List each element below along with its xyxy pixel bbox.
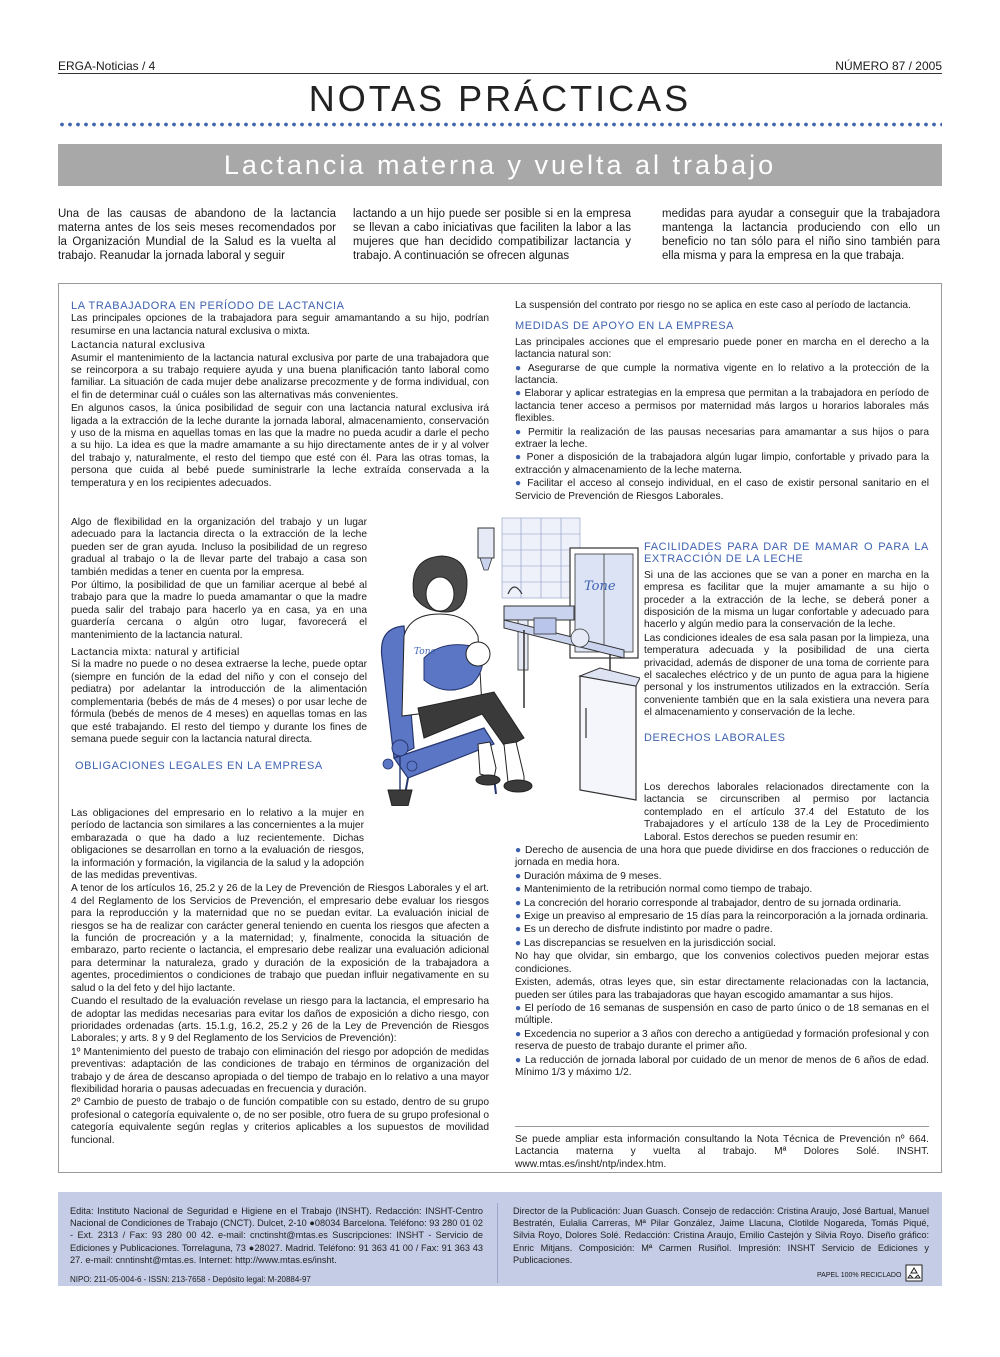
paragraph: Las principales opciones de la trabajadora para seguir amamantando a su hijo, podrían resumirse en una lactancia natural exclusiva o mixta. — [71, 313, 489, 337]
bullet-icon: ● — [515, 362, 524, 374]
paragraph: Las condiciones ideales de esa sala pasan por la limpieza, una temperatura adecuada y la posibilidad de una cierta privacidad, además de disponer de una toma de corriente para el sacaleches eléctrico y de un punto de agua para la higiene personal y los instrumentos utilizados en la extracción. Sería conveniente también que en la sala existiera una nevera para el almacenamiento y conservación de la leche. — [644, 632, 929, 719]
page-title: NOTAS PRÁCTICAS — [308, 78, 692, 119]
wall-tiles — [502, 518, 580, 598]
paragraph: Si la madre no puede o no desea extraerse la leche, puede optar (siempre en función de la edad del niño y con el consejo del pediatra) por adelantar la introducción de la alimentación complementaria (bebés de más de 4 meses) o por usar leche de fórmula (bebés de menos de 4 meses) en aquellas tomas en las que esté trabajando. El resto del tiempo y durante los fines de semana puede seguir con la lactancia natural directa. — [71, 659, 367, 745]
bullet-item: ● El período de 16 semanas de suspensión en caso de parto único o de 18 semanas en el múltiple. — [515, 1002, 929, 1027]
paragraph: Por último, la posibilidad de que un familiar acerque al bebé al trabajo para que la madre lo pueda amamantar o que la madre pueda salir del trabajo para hacerlo ya en casa, ya en una guardería cercana o algún otro lugar, favorecerá el mantenimiento de la lactancia natural. — [71, 580, 367, 641]
bullet-icon: ● — [515, 897, 522, 909]
artist-signature-dress: Tone — [414, 647, 436, 657]
breastfeeding-illustration — [374, 508, 640, 806]
footer-divider — [497, 1203, 498, 1283]
bullet-item: ● Es un derecho de disfrute indistinto por madre o padre. — [515, 924, 773, 936]
left-column-upper — [71, 300, 489, 491]
recycled-paper-note: PAPEL 100% RECICLADO — [817, 1272, 902, 1279]
bullet-icon: ● — [515, 845, 522, 857]
artist-signature-window: Tone — [584, 579, 616, 594]
bullet-item: ● Poner a disposición de la trabajadora algún lugar limpio, confortable y privado para la extracción y almacenamiento de la leche materna. — [515, 452, 929, 476]
paragraph: 2º Cambio de puesto de trabajo o de función compatible con su estado, dentro de su grupo profesional o categoría equivalente o, de no ser posible, otro fuera de su grupo profesional o categoría equivalente según reglas y criterios aplicables a los supuestos de movilidad funcional. — [71, 1097, 489, 1146]
paragraph: Las obligaciones del empresario en lo relativo a la mujer en período de lactancia son similares a las concernientes a la mujer embarazada o que ha dado a luz recientemente. Dichas obligaciones se desarrollan en torno a la evaluación de riesgos, la información y formación, la vigilancia de la salud y la adopción de las medidas preventivas. — [71, 808, 364, 882]
paragraph: 1º Mantenimiento del puesto de trabajo con eliminación del riesgo por adopción de medidas preventivas: adaptación de las condiciones de trabajo en términos de organización del trabajo y de área de descanso apropiada o del tiempo de trabajo en lo relativo a una mayor flexibilidad horaria o pausas adecuadas en frecuencia y duración. — [71, 1046, 489, 1095]
recycle-icon — [905, 1264, 923, 1282]
paragraph: Los derechos laborales relacionados directamente con la lactancia se circunscriben al permiso por lactancia contemplado en el artículo 37.4 del Estatuto de los Trabajadores y el artículo 138 de la Ley de Procedimiento Laboral. Estos derechos se pueden resumir en: — [644, 782, 929, 843]
left-column-lower — [71, 808, 489, 1148]
paragraph: Algo de flexibilidad en la organización del trabajo y un lugar adecuado para la lactancia directa o la extracción de la leche pueden ser de gran ayuda. Incluso la posibilidad de un regreso gradual al trabajo o la de llevar parte del trabajo a casa son también medidas a tener en cuenta por la empresa. — [71, 517, 367, 578]
reference-note: Se puede ampliar esta información consultando la Nota Técnica de Prevención nº 664. Lactancia materna y vuelta al trabajo. Mª Dolores Solé. INSHT. www.mtas.es/insht/ntp/index.htm. — [515, 1134, 929, 1170]
intro-col-2: lactando a un hijo puede ser posible si en la empresa se llevan a cabo iniciativas que faciliten la labor a las mujeres que han decidido compatibilizar lactancia y trabajo. A continuación se ofrecen algunas — [353, 208, 631, 262]
bullet-icon: ● — [515, 884, 522, 896]
reference-divider — [515, 1126, 929, 1127]
subheading-mixta: Lactancia mixta: natural y artificial — [71, 646, 240, 659]
section-heading-facilidades: FACILIDADES PARA DAR DE MAMAR O PARA LA EXTRACCIÓN DE LA LECHE — [644, 541, 929, 566]
bullet-icon: ● — [515, 1054, 522, 1066]
paragraph: Si una de las acciones que se van a poner en marcha en la empresa es facilitar que la mujer amamante a su hijo o proceder a la extracción de la leche, se deberá poner a disposición de la misma un lugar confortable y adecuado para hacerlo y algún medio para la conservación de la leche. — [644, 569, 929, 631]
section-heading-obligaciones: OBLIGACIONES LEGALES EN LA EMPRESA — [75, 760, 323, 773]
paragraph: En algunos casos, la única posibilidad de seguir con una lactancia natural exclusiva irá ligada a la extracción de la leche durante la jornada laboral, almacenamiento, conservación y uso de la misma en aquellas tomas en las que la madre no pueda acudir a darle el pecho a su hijo. La idea es que la madre amamante a su hijo directamente antes de ir y al volver del trabajo y, naturalmente, el resto del tiempo que esté con él. Para las otras tomas, la persona que cuida al bebé puede suministrarle la leche extraída conservada a la temperatura y en los recipientes adecuados. — [71, 403, 489, 489]
bullet-item: ● Permitir la realización de las pausas necesarias para amamantar a sus hijos o para extraer la leche. — [515, 426, 929, 451]
bullet-icon: ● — [515, 937, 522, 949]
header-rule — [58, 73, 942, 74]
bullet-icon: ● — [515, 924, 522, 936]
nipo-line: NIPO: 211-05-004-6 - ISSN: 213-7658 - Depósito legal: M-20884-97 — [70, 1275, 311, 1284]
bullet-icon: ● — [515, 1028, 522, 1040]
bullet-item: ● Asegurarse de que cumple la normativa vigente en lo relativo a la protección de la lactancia. — [515, 362, 929, 387]
section-heading-derechos: DERECHOS LABORALES — [644, 731, 786, 744]
paragraph: Asumir el mantenimiento de la lactancia natural exclusiva por parte de una trabajadora que se reincorpora a su trabajo requiere ayuda y una buena planificación tanto laboral como familiar. La situación de cada mujer debe analizarse precozmente y de forma individual, con el fin de determinar cuál o cuáles son las alternativas más convenientes. — [71, 352, 489, 401]
bullet-item: ● Excedencia no superior a 3 años con derecho a antigüedad y formación profesional y con reserva de puesto de trabajo durante el primer año. — [515, 1028, 929, 1053]
article-title-banner: Lactancia materna y vuelta al trabajo — [58, 144, 942, 186]
paragraph: Existen, además, otras leyes que, sin estar directamente relacionadas con la lactancia, pueden ser útiles para las trabajadoras que hayan escogido amamantar a sus hijos. — [515, 977, 929, 1001]
colophon-right: Director de la Publicación: Juan Guasch. Consejo de redacción: Cristina Araujo, José Bartual, Manuel Bestratén, Eulalia Carreras, Mª Pilar González, Jaime Llacuna, Clotilde Nogareda, Tomás Piqué, Silvia Royo, Dolores Solé. Redacción: Cristina Araujo, Emilio Castejón y Silvia Royo. Diseño gráfico: Enric Mitjans. Composición: Mª Carmen Rusiñol. Impresión: INSHT Servicio de Ediciones y Publicaciones. — [513, 1206, 929, 1265]
bullet-icon: ● — [515, 388, 522, 400]
bullet-item: ● Derecho de ausencia de una hora que puede dividirse en dos fracciones o reducción de jornada en media hora. — [515, 845, 930, 869]
bullet-icon: ● — [515, 911, 522, 923]
running-header-left: ERGA-Noticias / 4 — [58, 59, 156, 73]
fridge — [580, 668, 640, 800]
bullet-icon: ● — [515, 1002, 522, 1014]
bullet-item: ● Duración máxima de 9 meses. — [515, 870, 662, 882]
section-heading-lactancia: LA TRABAJADORA EN PERÍODO DE LACTANCIA — [71, 300, 345, 312]
bullet-icon: ● — [515, 870, 522, 882]
bullet-icon: ● — [515, 478, 523, 490]
bullet-item: ● La concreción del horario corresponde al trabajador, dentro de su jornada ordinaria. — [515, 897, 902, 909]
intro-col-1: Una de las causas de abandono de la lactancia materna antes de los seis meses recomendados por la Organización Mundial de la Salud es la vuelta al trabajo. Reanudar la jornada laboral y seguir — [58, 208, 336, 262]
subheading-natural: Lactancia natural exclusiva — [71, 339, 206, 352]
bullet-item: ● Exige un preaviso al empresario de 15 días para la reincorporación a la jornada ordinaria. — [515, 911, 929, 923]
colophon-left: Edita: Instituto Nacional de Seguridad e Higiene en el Trabajo (INSHT). Redacción: INSHT-Centro Nacional de Condiciones de Trabajo (CNCT). Dulcet, 2-10 ●08034 Barcelona. Teléfono: 93 280 01 02 - Ext. 2313 / Fax: 93 280 00 42. e-mail: cnctinsht@mtas.es Suscripciones: INSHT - Servicio de Ediciones y Publicaciones. Torrelaguna, 73 ●28027. Madrid. Teléfono: 91 363 41 00 / Fax: 91 363 43 27. e-mail: cnntinsht@mtas.es. Internet: http://www.mtas.es/insht. — [70, 1206, 483, 1265]
bullet-icon: ● — [515, 452, 523, 464]
bullet-item: ● La reducción de jornada laboral por cuidado de un menor de menos de 6 años de edad. Mínimo 1/3 y máximo 1/2. — [515, 1054, 929, 1078]
intro-col-3: medidas para ayudar a conseguir que la trabajadora mantenga la lactancia produciendo con ello un beneficio no tan sólo para el niño sino también para ella misma y para la empresa en la que trabaja. — [662, 208, 940, 262]
paragraph: A tenor de los artículos 16, 25.2 y 26 de la Ley de Prevención de Riesgos Laborales y el art. 4 del Reglamento de los Servicios de Prevención, el empresario debe evaluar los riesgos para la reproducción y la maternidad que no se puedan evitar. La evaluación inicial de riesgos se ha de realizar con carácter general teniendo en cuenta los riesgos que afecten a la función de procreación y a la maternidad; y, finalmente, conocida la situación de embarazo, parto reciente o lactancia, el empresario debe realizar una evaluación adicional para determinar la naturaleza, grado y duración de la exposición de la trabajadora a agentes, procedimientos o condiciones de trabajo que puedan influir negativamente en su salud o la del feto y del hijo lactante. — [71, 883, 489, 994]
paragraph: No hay que olvidar, sin embargo, que los convenios colectivos pueden mejorar estas condiciones. — [515, 951, 929, 975]
right-column-upper — [515, 300, 929, 504]
paragraph: Cuando el resultado de la evaluación revelase un riesgo para la lactancia, el empresario ha de adoptar las medidas necesarias para evitar los daños de exposición a dicho riesgo, con prioridades ordenadas (arts. 15.1.g, 16.2, 25.2 y 26 de la Ley de Prevención de Riesgos Laborales; y arts. 8 y 9 del Reglamento de los Servicios de Prevención): — [71, 996, 489, 1045]
bullet-item: ● Elaborar y aplicar estrategias en la empresa que permitan a la trabajadora en período de lactancia tener acceso a permisos por maternidad más largos u horarios laborales más flexibles. — [515, 388, 929, 425]
bullet-icon: ● — [515, 426, 524, 438]
left-column-middle — [71, 517, 367, 774]
section-heading-medidas: MEDIDAS DE APOYO EN LA EMPRESA — [515, 320, 735, 333]
paragraph: La suspensión del contrato por riesgo no se aplica en este caso al período de lactancia. — [515, 300, 911, 311]
issue-number: NÚMERO 87 / 2005 — [835, 59, 942, 73]
paragraph: Las principales acciones que el empresario puede poner en marcha en el derecho a la lactancia natural son: — [515, 336, 929, 361]
dotted-divider — [58, 122, 942, 127]
right-column-lower — [515, 782, 929, 1080]
bullet-item: ● Las discrepancias se resuelven en la jurisdicción social. — [515, 937, 776, 949]
bullet-item: ● Mantenimiento de la retribución normal como tiempo de trabajo. — [515, 884, 813, 896]
right-column-middle — [644, 541, 929, 752]
bullet-item: ● Facilitar el acceso al consejo individual, en el caso de existir personal sanitario en el Servicio de Prevención de Riesgos Laborales. — [515, 478, 930, 502]
